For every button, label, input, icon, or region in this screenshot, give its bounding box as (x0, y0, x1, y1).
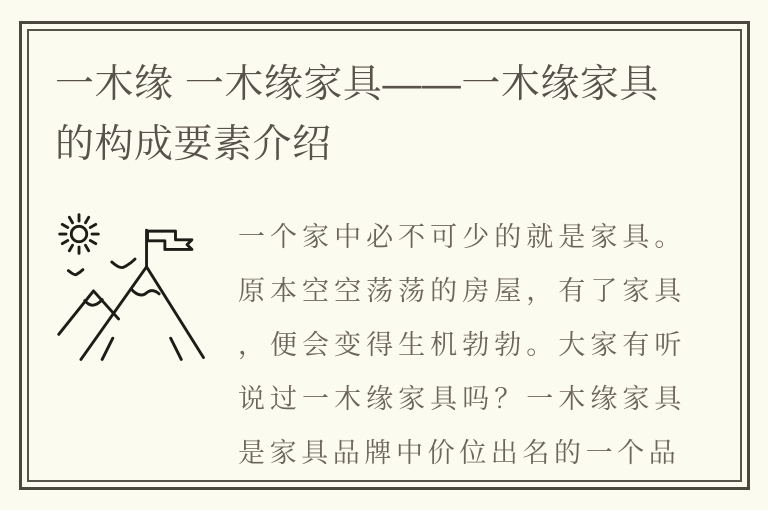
placeholder-image-icon (44, 207, 224, 371)
article-body-text: 一个家中必不可少的就是家具。原本空空荡荡的房屋，有了家具，便会变得生机勃勃。大家有听说过一木缘家具吗？一木缘家具是家具品牌中价位出名的一个品 (238, 222, 686, 469)
summit-flag-icon (147, 230, 192, 267)
ground-stroke-icon (171, 338, 182, 359)
outer-frame (19, 21, 750, 490)
article-title: 一木缘 一木缘家具——一木缘家具的构成要素介绍 (55, 63, 659, 166)
small-mountain-icon (59, 291, 119, 334)
bird-icon (112, 259, 135, 268)
large-mountain-icon (81, 267, 204, 360)
mountains-flag-illustration (44, 207, 224, 371)
ground-stroke-icon (102, 338, 113, 359)
large-mountain-snow-icon (131, 289, 159, 295)
sun-icon (60, 215, 99, 254)
article-content-row (44, 209, 740, 481)
inner-frame (27, 29, 742, 482)
bird-icon (68, 270, 82, 275)
